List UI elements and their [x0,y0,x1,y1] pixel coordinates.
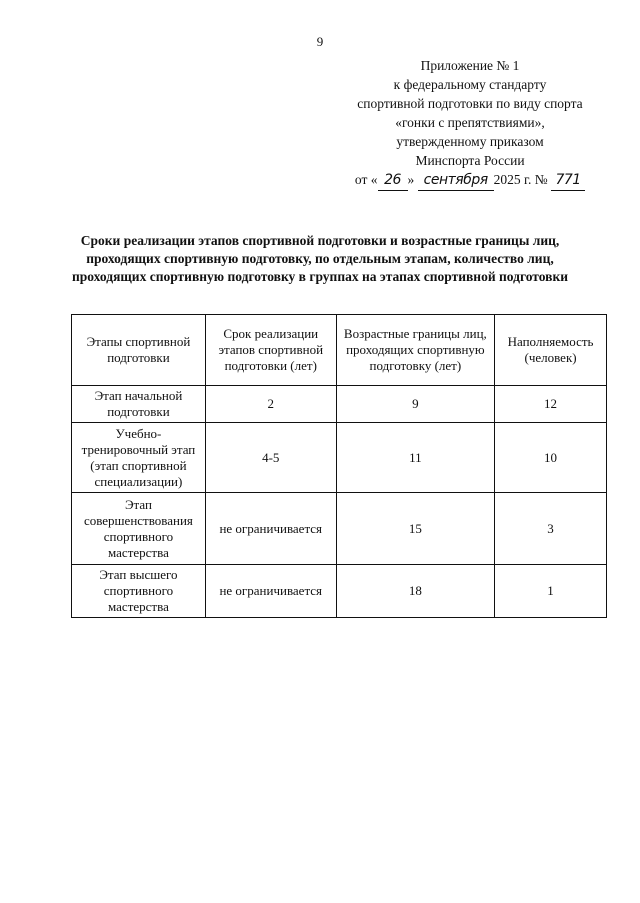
order-day: 26 [384,172,401,188]
appendix-line: спортивной подготовки по виду спорта [357,96,583,111]
appendix-line: Приложение № 1 [420,58,520,73]
page-number: 9 [316,34,324,49]
table-header-row [72,315,607,386]
appendix-line: Минспорта России [415,153,525,168]
table-cell: Этап высшего спортивного мастерства [72,565,206,618]
header-cell: Этапы спортивной подготовки [72,315,206,386]
appendix-block [340,56,600,191]
header-cell: Наполняемость (человек) [495,315,607,386]
table-row [72,423,607,493]
table-row [72,565,607,618]
table-cell: 2 [205,386,336,423]
appendix-line: к федеральному стандарту [393,77,547,92]
table-cell: 10 [495,423,607,493]
table-cell: 15 [336,493,494,565]
table-cell: 3 [495,493,607,565]
order-prefix: от « [354,172,378,187]
order-year: 2025 г. № [493,172,548,187]
stages-table [71,314,607,618]
table-cell: не ограничивается [205,565,336,618]
table-cell: 18 [336,565,494,618]
table-cell: не ограничивается [205,493,336,565]
table-cell: 11 [336,423,494,493]
header-cell: Срок реализации этапов спортивной подготовки (лет) [205,315,336,386]
appendix-line: «гонки с препятствиями», [395,115,545,130]
table-cell: Этап совершенствования спортивного мастерства [72,493,206,565]
order-month: сентября [423,172,488,188]
table-cell: 12 [495,386,607,423]
table-cell: 1 [495,565,607,618]
table-cell: 4-5 [205,423,336,493]
order-line [340,170,600,191]
table-cell: Учебно-тренировочный этап (этап спортивной специализации) [72,423,206,493]
appendix-line: утвержденному приказом [396,134,544,149]
table-row [72,386,607,423]
table-cell: Этап начальной подготовки [72,386,206,423]
order-mid: » [407,172,415,187]
order-number: 771 [555,172,581,188]
header-cell: Возрастные границы лиц, проходящих спортивную подготовку (лет) [336,315,494,386]
document-title: Сроки реализации этапов спортивной подготовки и возрастные границы лиц, проходящих спортивную подготовку, по отдельным этапам, количество лиц, проходящих спортивную подготовку в группах на этапах спортивной подготовки [71,233,569,284]
table-row [72,493,607,565]
table-cell: 9 [336,386,494,423]
